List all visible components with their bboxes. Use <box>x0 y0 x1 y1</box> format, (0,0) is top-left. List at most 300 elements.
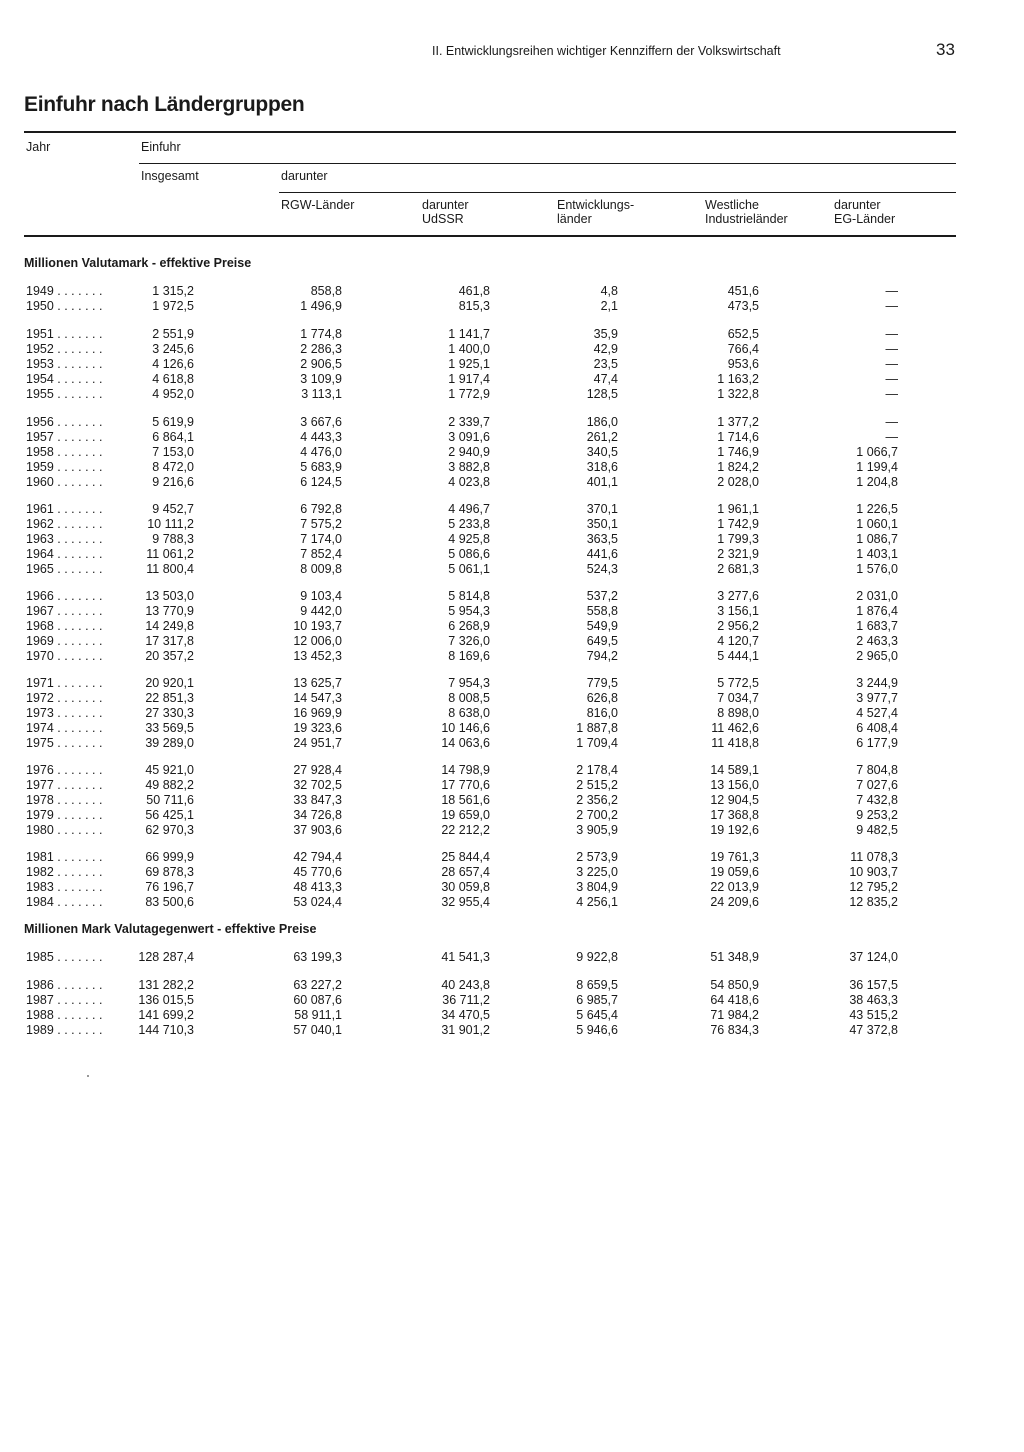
cell-entw: 128,5 <box>586 387 618 401</box>
table-row <box>0 430 1024 445</box>
cell-entw: 47,4 <box>593 372 618 386</box>
cell-udssr: 1 925,1 <box>448 357 490 371</box>
cell-rgw: 37 903,6 <box>293 823 342 837</box>
cell-entw: 318,6 <box>586 460 618 474</box>
cell-eg: 11 078,3 <box>850 850 898 864</box>
cell-udssr: 4 925,8 <box>448 532 490 546</box>
cell-west: 1 746,9 <box>717 445 759 459</box>
table-row <box>0 993 1024 1008</box>
cell-year: 1966 . . . . . . . <box>26 589 103 603</box>
cell-west: 1 714,6 <box>717 430 759 444</box>
cell-entw: 441,6 <box>586 547 618 561</box>
col-west-line2: Industrieländer <box>705 212 788 226</box>
cell-eg: — <box>885 342 898 356</box>
cell-total: 131 282,2 <box>138 978 194 992</box>
col-udssr-line1: darunter <box>422 198 469 212</box>
cell-year: 1969 . . . . . . . <box>26 634 103 648</box>
table-row <box>0 808 1024 823</box>
cell-year: 1977 . . . . . . . <box>26 778 103 792</box>
cell-year: 1953 . . . . . . . <box>26 357 103 371</box>
table-row <box>0 950 1024 965</box>
col-entwicklungslaender <box>557 198 634 226</box>
cell-udssr: 5 814,8 <box>448 589 490 603</box>
cell-rgw: 33 847,3 <box>293 793 342 807</box>
cell-udssr: 7 954,3 <box>448 676 490 690</box>
cell-west: 1 961,1 <box>717 502 759 516</box>
cell-total: 1 315,2 <box>152 284 194 298</box>
cell-west: 766,4 <box>727 342 759 356</box>
cell-total: 4 126,6 <box>152 357 194 371</box>
cell-entw: 35,9 <box>593 327 618 341</box>
cell-year: 1979 . . . . . . . <box>26 808 103 822</box>
table-row <box>0 357 1024 372</box>
cell-entw: 261,2 <box>586 430 618 444</box>
cell-udssr: 8 169,6 <box>448 649 490 663</box>
cell-udssr: 3 091,6 <box>448 430 490 444</box>
cell-eg: 36 157,5 <box>849 978 898 992</box>
cell-year: 1952 . . . . . . . <box>26 342 103 356</box>
cell-udssr: 4 023,8 <box>448 475 490 489</box>
table-row <box>0 763 1024 778</box>
cell-year: 1965 . . . . . . . <box>26 562 103 576</box>
cell-udssr: 6 268,9 <box>448 619 490 633</box>
cell-udssr: 1 141,7 <box>448 327 490 341</box>
section-label-valutagegenwert: Millionen Mark Valutagegenwert - effektive Preise <box>24 922 317 936</box>
cell-eg: 3 244,9 <box>856 676 898 690</box>
cell-west: 4 120,7 <box>717 634 759 648</box>
table-row <box>0 475 1024 490</box>
cell-total: 128 287,4 <box>138 950 194 964</box>
cell-rgw: 3 667,6 <box>300 415 342 429</box>
cell-total: 1 972,5 <box>152 299 194 313</box>
table-row <box>0 460 1024 475</box>
cell-total: 9 216,6 <box>152 475 194 489</box>
cell-entw: 4,8 <box>600 284 618 298</box>
darunter-rule <box>279 192 956 193</box>
cell-west: 12 904,5 <box>710 793 759 807</box>
page-title: Einfuhr nach Ländergruppen <box>24 93 305 116</box>
cell-rgw: 858,8 <box>310 284 342 298</box>
cell-rgw: 53 024,4 <box>293 895 342 909</box>
cell-west: 11 462,6 <box>711 721 759 735</box>
cell-udssr: 32 955,4 <box>441 895 490 909</box>
cell-west: 1 322,8 <box>717 387 759 401</box>
cell-eg: 1 204,8 <box>856 475 898 489</box>
cell-entw: 626,8 <box>586 691 618 705</box>
cell-west: 51 348,9 <box>710 950 759 964</box>
cell-udssr: 3 882,8 <box>448 460 490 474</box>
cell-entw: 5 645,4 <box>576 1008 618 1022</box>
cell-entw: 363,5 <box>586 532 618 546</box>
table-row <box>0 793 1024 808</box>
cell-rgw: 6 792,8 <box>300 502 342 516</box>
cell-total: 62 970,3 <box>145 823 194 837</box>
cell-rgw: 1 774,8 <box>300 327 342 341</box>
cell-west: 2 681,3 <box>717 562 759 576</box>
table-row <box>0 691 1024 706</box>
cell-udssr: 815,3 <box>458 299 490 313</box>
col-entw-line1: Entwicklungs- <box>557 198 635 212</box>
cell-west: 64 418,6 <box>710 993 759 1007</box>
cell-entw: 2 356,2 <box>576 793 618 807</box>
cell-west: 22 013,9 <box>710 880 759 894</box>
cell-udssr: 461,8 <box>458 284 490 298</box>
cell-eg: 4 527,4 <box>856 706 898 720</box>
cell-west: 2 321,9 <box>717 547 759 561</box>
cell-rgw: 7 174,0 <box>300 532 342 546</box>
cell-west: 76 834,3 <box>710 1023 759 1037</box>
cell-eg: 7 432,8 <box>856 793 898 807</box>
cell-rgw: 3 113,1 <box>301 387 342 401</box>
cell-year: 1961 . . . . . . . <box>26 502 103 516</box>
cell-udssr: 22 212,2 <box>441 823 490 837</box>
cell-west: 8 898,0 <box>717 706 759 720</box>
col-rgw-laender: RGW-Länder <box>281 198 355 212</box>
cell-total: 45 921,0 <box>145 763 194 777</box>
table-row <box>0 736 1024 751</box>
cell-year: 1985 . . . . . . . <box>26 950 103 964</box>
cell-entw: 23,5 <box>593 357 618 371</box>
cell-year: 1976 . . . . . . . <box>26 763 103 777</box>
cell-rgw: 13 625,7 <box>293 676 342 690</box>
cell-total: 14 249,8 <box>145 619 194 633</box>
table-row <box>0 299 1024 314</box>
cell-total: 141 699,2 <box>138 1008 194 1022</box>
cell-total: 76 196,7 <box>145 880 194 894</box>
cell-entw: 558,8 <box>586 604 618 618</box>
cell-year: 1986 . . . . . . . <box>26 978 103 992</box>
cell-year: 1971 . . . . . . . <box>26 676 103 690</box>
cell-entw: 370,1 <box>586 502 618 516</box>
cell-year: 1958 . . . . . . . <box>26 445 103 459</box>
cell-total: 9 452,7 <box>152 502 194 516</box>
cell-eg: 7 804,8 <box>856 763 898 777</box>
cell-year: 1963 . . . . . . . <box>26 532 103 546</box>
cell-rgw: 9 442,0 <box>300 604 342 618</box>
cell-year: 1983 . . . . . . . <box>26 880 103 894</box>
cell-eg: — <box>885 357 898 371</box>
cell-total: 4 618,8 <box>152 372 194 386</box>
cell-year: 1954 . . . . . . . <box>26 372 103 386</box>
cell-west: 7 034,7 <box>717 691 759 705</box>
cell-udssr: 5 086,6 <box>448 547 490 561</box>
cell-rgw: 24 951,7 <box>293 736 342 750</box>
cell-total: 11 800,4 <box>146 562 194 576</box>
page-number: 33 <box>936 40 955 59</box>
cell-udssr: 34 470,5 <box>441 1008 490 1022</box>
cell-rgw: 14 547,3 <box>293 691 342 705</box>
cell-udssr: 14 798,9 <box>441 763 490 777</box>
cell-west: 5 444,1 <box>717 649 759 663</box>
table-row <box>0 589 1024 604</box>
cell-rgw: 1 496,9 <box>300 299 342 313</box>
cell-eg: — <box>885 284 898 298</box>
cell-udssr: 18 561,6 <box>441 793 490 807</box>
cell-eg: 2 463,3 <box>856 634 898 648</box>
cell-total: 4 952,0 <box>152 387 194 401</box>
cell-rgw: 13 452,3 <box>293 649 342 663</box>
cell-west: 13 156,0 <box>710 778 759 792</box>
table-row <box>0 721 1024 736</box>
cell-west: 1 799,3 <box>717 532 759 546</box>
cell-eg: — <box>885 372 898 386</box>
cell-total: 8 472,0 <box>152 460 194 474</box>
cell-rgw: 42 794,4 <box>293 850 342 864</box>
cell-udssr: 41 541,3 <box>441 950 490 964</box>
cell-udssr: 31 901,2 <box>441 1023 490 1037</box>
header-bottom-rule <box>24 235 956 237</box>
cell-year: 1987 . . . . . . . <box>26 993 103 1007</box>
cell-udssr: 30 059,8 <box>441 880 490 894</box>
cell-eg: 6 408,4 <box>856 721 898 735</box>
cell-year: 1988 . . . . . . . <box>26 1008 103 1022</box>
cell-rgw: 48 413,3 <box>293 880 342 894</box>
cell-udssr: 2 339,7 <box>448 415 490 429</box>
col-eg-line2: EG-Länder <box>834 212 896 226</box>
table-row <box>0 502 1024 517</box>
cell-udssr: 19 659,0 <box>441 808 490 822</box>
cell-eg: 1 060,1 <box>856 517 898 531</box>
cell-west: 11 418,8 <box>711 736 759 750</box>
col-darunter: darunter <box>281 169 328 183</box>
cell-entw: 649,5 <box>586 634 618 648</box>
running-header: II. Entwicklungsreihen wichtiger Kennziffern der Volkswirtschaft <box>432 44 781 58</box>
cell-rgw: 4 443,3 <box>300 430 342 444</box>
table-row <box>0 445 1024 460</box>
cell-entw: 1 709,4 <box>576 736 618 750</box>
cell-total: 136 015,5 <box>138 993 194 1007</box>
table-row <box>0 387 1024 402</box>
table-row <box>0 562 1024 577</box>
cell-west: 5 772,5 <box>717 676 759 690</box>
table-row <box>0 634 1024 649</box>
cell-year: 1982 . . . . . . . <box>26 865 103 879</box>
table-row <box>0 284 1024 299</box>
table-row <box>0 895 1024 910</box>
cell-rgw: 2 906,5 <box>300 357 342 371</box>
cell-entw: 3 804,9 <box>576 880 618 894</box>
cell-entw: 5 946,6 <box>576 1023 618 1037</box>
cell-udssr: 40 243,8 <box>441 978 490 992</box>
cell-year: 1989 . . . . . . . <box>26 1023 103 1037</box>
cell-udssr: 4 496,7 <box>448 502 490 516</box>
cell-entw: 2 178,4 <box>576 763 618 777</box>
cell-udssr: 2 940,9 <box>448 445 490 459</box>
cell-year: 1956 . . . . . . . <box>26 415 103 429</box>
cell-year: 1973 . . . . . . . <box>26 706 103 720</box>
cell-total: 83 500,6 <box>145 895 194 909</box>
table-row <box>0 649 1024 664</box>
cell-udssr: 1 400,0 <box>448 342 490 356</box>
cell-entw: 524,3 <box>586 562 618 576</box>
cell-total: 56 425,1 <box>145 808 194 822</box>
cell-rgw: 10 193,7 <box>293 619 342 633</box>
cell-udssr: 5 061,1 <box>448 562 490 576</box>
cell-total: 6 864,1 <box>152 430 194 444</box>
cell-udssr: 28 657,4 <box>441 865 490 879</box>
cell-udssr: 10 146,6 <box>441 721 490 735</box>
cell-total: 144 710,3 <box>138 1023 194 1037</box>
table-row <box>0 547 1024 562</box>
cell-rgw: 27 928,4 <box>293 763 342 777</box>
table-row <box>0 1008 1024 1023</box>
cell-west: 19 192,6 <box>710 823 759 837</box>
cell-year: 1960 . . . . . . . <box>26 475 103 489</box>
table-row <box>0 823 1024 838</box>
cell-entw: 6 985,7 <box>576 993 618 1007</box>
cell-west: 19 059,6 <box>710 865 759 879</box>
cell-year: 1981 . . . . . . . <box>26 850 103 864</box>
cell-west: 71 984,2 <box>710 1008 759 1022</box>
cell-year: 1978 . . . . . . . <box>26 793 103 807</box>
cell-entw: 2,1 <box>600 299 618 313</box>
cell-eg: 38 463,3 <box>849 993 898 1007</box>
cell-entw: 1 887,8 <box>576 721 618 735</box>
cell-entw: 42,9 <box>593 342 618 356</box>
cell-year: 1980 . . . . . . . <box>26 823 103 837</box>
cell-total: 2 551,9 <box>152 327 194 341</box>
cell-rgw: 8 009,8 <box>300 562 342 576</box>
table-row <box>0 415 1024 430</box>
cell-west: 3 156,1 <box>717 604 759 618</box>
cell-total: 49 882,2 <box>145 778 194 792</box>
cell-rgw: 4 476,0 <box>300 445 342 459</box>
cell-west: 953,6 <box>727 357 759 371</box>
cell-udssr: 8 008,5 <box>448 691 490 705</box>
col-westliche-industrielaender <box>705 198 788 226</box>
cell-west: 24 209,6 <box>710 895 759 909</box>
cell-year: 1949 . . . . . . . <box>26 284 103 298</box>
cell-eg: 43 515,2 <box>849 1008 898 1022</box>
cell-rgw: 12 006,0 <box>293 634 342 648</box>
cell-entw: 4 256,1 <box>576 895 618 909</box>
table-row <box>0 880 1024 895</box>
cell-year: 1984 . . . . . . . <box>26 895 103 909</box>
cell-year: 1959 . . . . . . . <box>26 460 103 474</box>
cell-eg: 2 031,0 <box>856 589 898 603</box>
cell-eg: 9 253,2 <box>856 808 898 822</box>
cell-udssr: 7 326,0 <box>448 634 490 648</box>
cell-eg: 10 903,7 <box>849 865 898 879</box>
cell-entw: 3 225,0 <box>576 865 618 879</box>
section-label-valutamark: Millionen Valutamark - effektive Preise <box>24 256 252 270</box>
cell-eg: 1 576,0 <box>856 562 898 576</box>
col-eg-laender <box>834 198 895 226</box>
cell-year: 1970 . . . . . . . <box>26 649 103 663</box>
cell-year: 1957 . . . . . . . <box>26 430 103 444</box>
col-udssr <box>422 198 469 226</box>
cell-west: 1 377,2 <box>717 415 759 429</box>
col-eg-line1: darunter <box>834 198 881 212</box>
cell-year: 1972 . . . . . . . <box>26 691 103 705</box>
cell-rgw: 63 227,2 <box>293 978 342 992</box>
cell-udssr: 5 233,8 <box>448 517 490 531</box>
cell-rgw: 32 702,5 <box>293 778 342 792</box>
cell-udssr: 17 770,6 <box>441 778 490 792</box>
cell-eg: 1 086,7 <box>856 532 898 546</box>
cell-eg: 1 066,7 <box>856 445 898 459</box>
cell-west: 1 824,2 <box>717 460 759 474</box>
cell-west: 652,5 <box>727 327 759 341</box>
cell-total: 33 569,5 <box>145 721 194 735</box>
cell-entw: 8 659,5 <box>576 978 618 992</box>
scan-speck <box>87 1075 89 1077</box>
cell-total: 20 357,2 <box>145 649 194 663</box>
cell-eg: — <box>885 299 898 313</box>
cell-eg: 12 835,2 <box>849 895 898 909</box>
cell-eg: — <box>885 415 898 429</box>
cell-entw: 350,1 <box>586 517 618 531</box>
table-row <box>0 676 1024 691</box>
col-entw-line2: länder <box>557 212 592 226</box>
cell-udssr: 36 711,2 <box>442 993 490 1007</box>
cell-entw: 9 922,8 <box>576 950 618 964</box>
col-udssr-line2: UdSSR <box>422 212 464 226</box>
cell-udssr: 8 638,0 <box>448 706 490 720</box>
cell-entw: 794,2 <box>586 649 618 663</box>
cell-eg: — <box>885 430 898 444</box>
cell-eg: — <box>885 327 898 341</box>
cell-udssr: 5 954,3 <box>448 604 490 618</box>
table-row <box>0 706 1024 721</box>
cell-total: 5 619,9 <box>152 415 194 429</box>
cell-eg: 12 795,2 <box>849 880 898 894</box>
cell-udssr: 1 772,9 <box>448 387 490 401</box>
cell-eg: 9 482,5 <box>856 823 898 837</box>
cell-total: 69 878,3 <box>145 865 194 879</box>
cell-year: 1962 . . . . . . . <box>26 517 103 531</box>
table-row <box>0 778 1024 793</box>
cell-year: 1950 . . . . . . . <box>26 299 103 313</box>
cell-entw: 549,9 <box>586 619 618 633</box>
cell-rgw: 6 124,5 <box>300 475 342 489</box>
table-row <box>0 532 1024 547</box>
cell-entw: 3 905,9 <box>576 823 618 837</box>
cell-eg: 7 027,6 <box>856 778 898 792</box>
cell-eg: 47 372,8 <box>849 1023 898 1037</box>
cell-rgw: 9 103,4 <box>300 589 342 603</box>
cell-total: 7 153,0 <box>152 445 194 459</box>
cell-west: 3 277,6 <box>717 589 759 603</box>
cell-total: 27 330,3 <box>145 706 194 720</box>
cell-entw: 340,5 <box>586 445 618 459</box>
cell-eg: 2 965,0 <box>856 649 898 663</box>
cell-west: 14 589,1 <box>710 763 759 777</box>
col-einfuhr: Einfuhr <box>141 140 181 154</box>
cell-rgw: 34 726,8 <box>293 808 342 822</box>
cell-year: 1968 . . . . . . . <box>26 619 103 633</box>
cell-total: 10 111,2 <box>147 517 194 531</box>
cell-year: 1964 . . . . . . . <box>26 547 103 561</box>
table-row <box>0 342 1024 357</box>
cell-rgw: 19 323,6 <box>293 721 342 735</box>
cell-year: 1951 . . . . . . . <box>26 327 103 341</box>
cell-entw: 2 515,2 <box>576 778 618 792</box>
cell-total: 66 999,9 <box>145 850 194 864</box>
cell-eg: 1 226,5 <box>856 502 898 516</box>
cell-west: 451,6 <box>727 284 759 298</box>
cell-west: 17 368,8 <box>710 808 759 822</box>
cell-west: 54 850,9 <box>710 978 759 992</box>
cell-total: 39 289,0 <box>145 736 194 750</box>
cell-west: 1 163,2 <box>717 372 759 386</box>
cell-entw: 186,0 <box>586 415 618 429</box>
cell-entw: 779,5 <box>586 676 618 690</box>
table-row <box>0 619 1024 634</box>
cell-eg: — <box>885 387 898 401</box>
col-insgesamt: Insgesamt <box>141 169 199 183</box>
cell-rgw: 45 770,6 <box>293 865 342 879</box>
